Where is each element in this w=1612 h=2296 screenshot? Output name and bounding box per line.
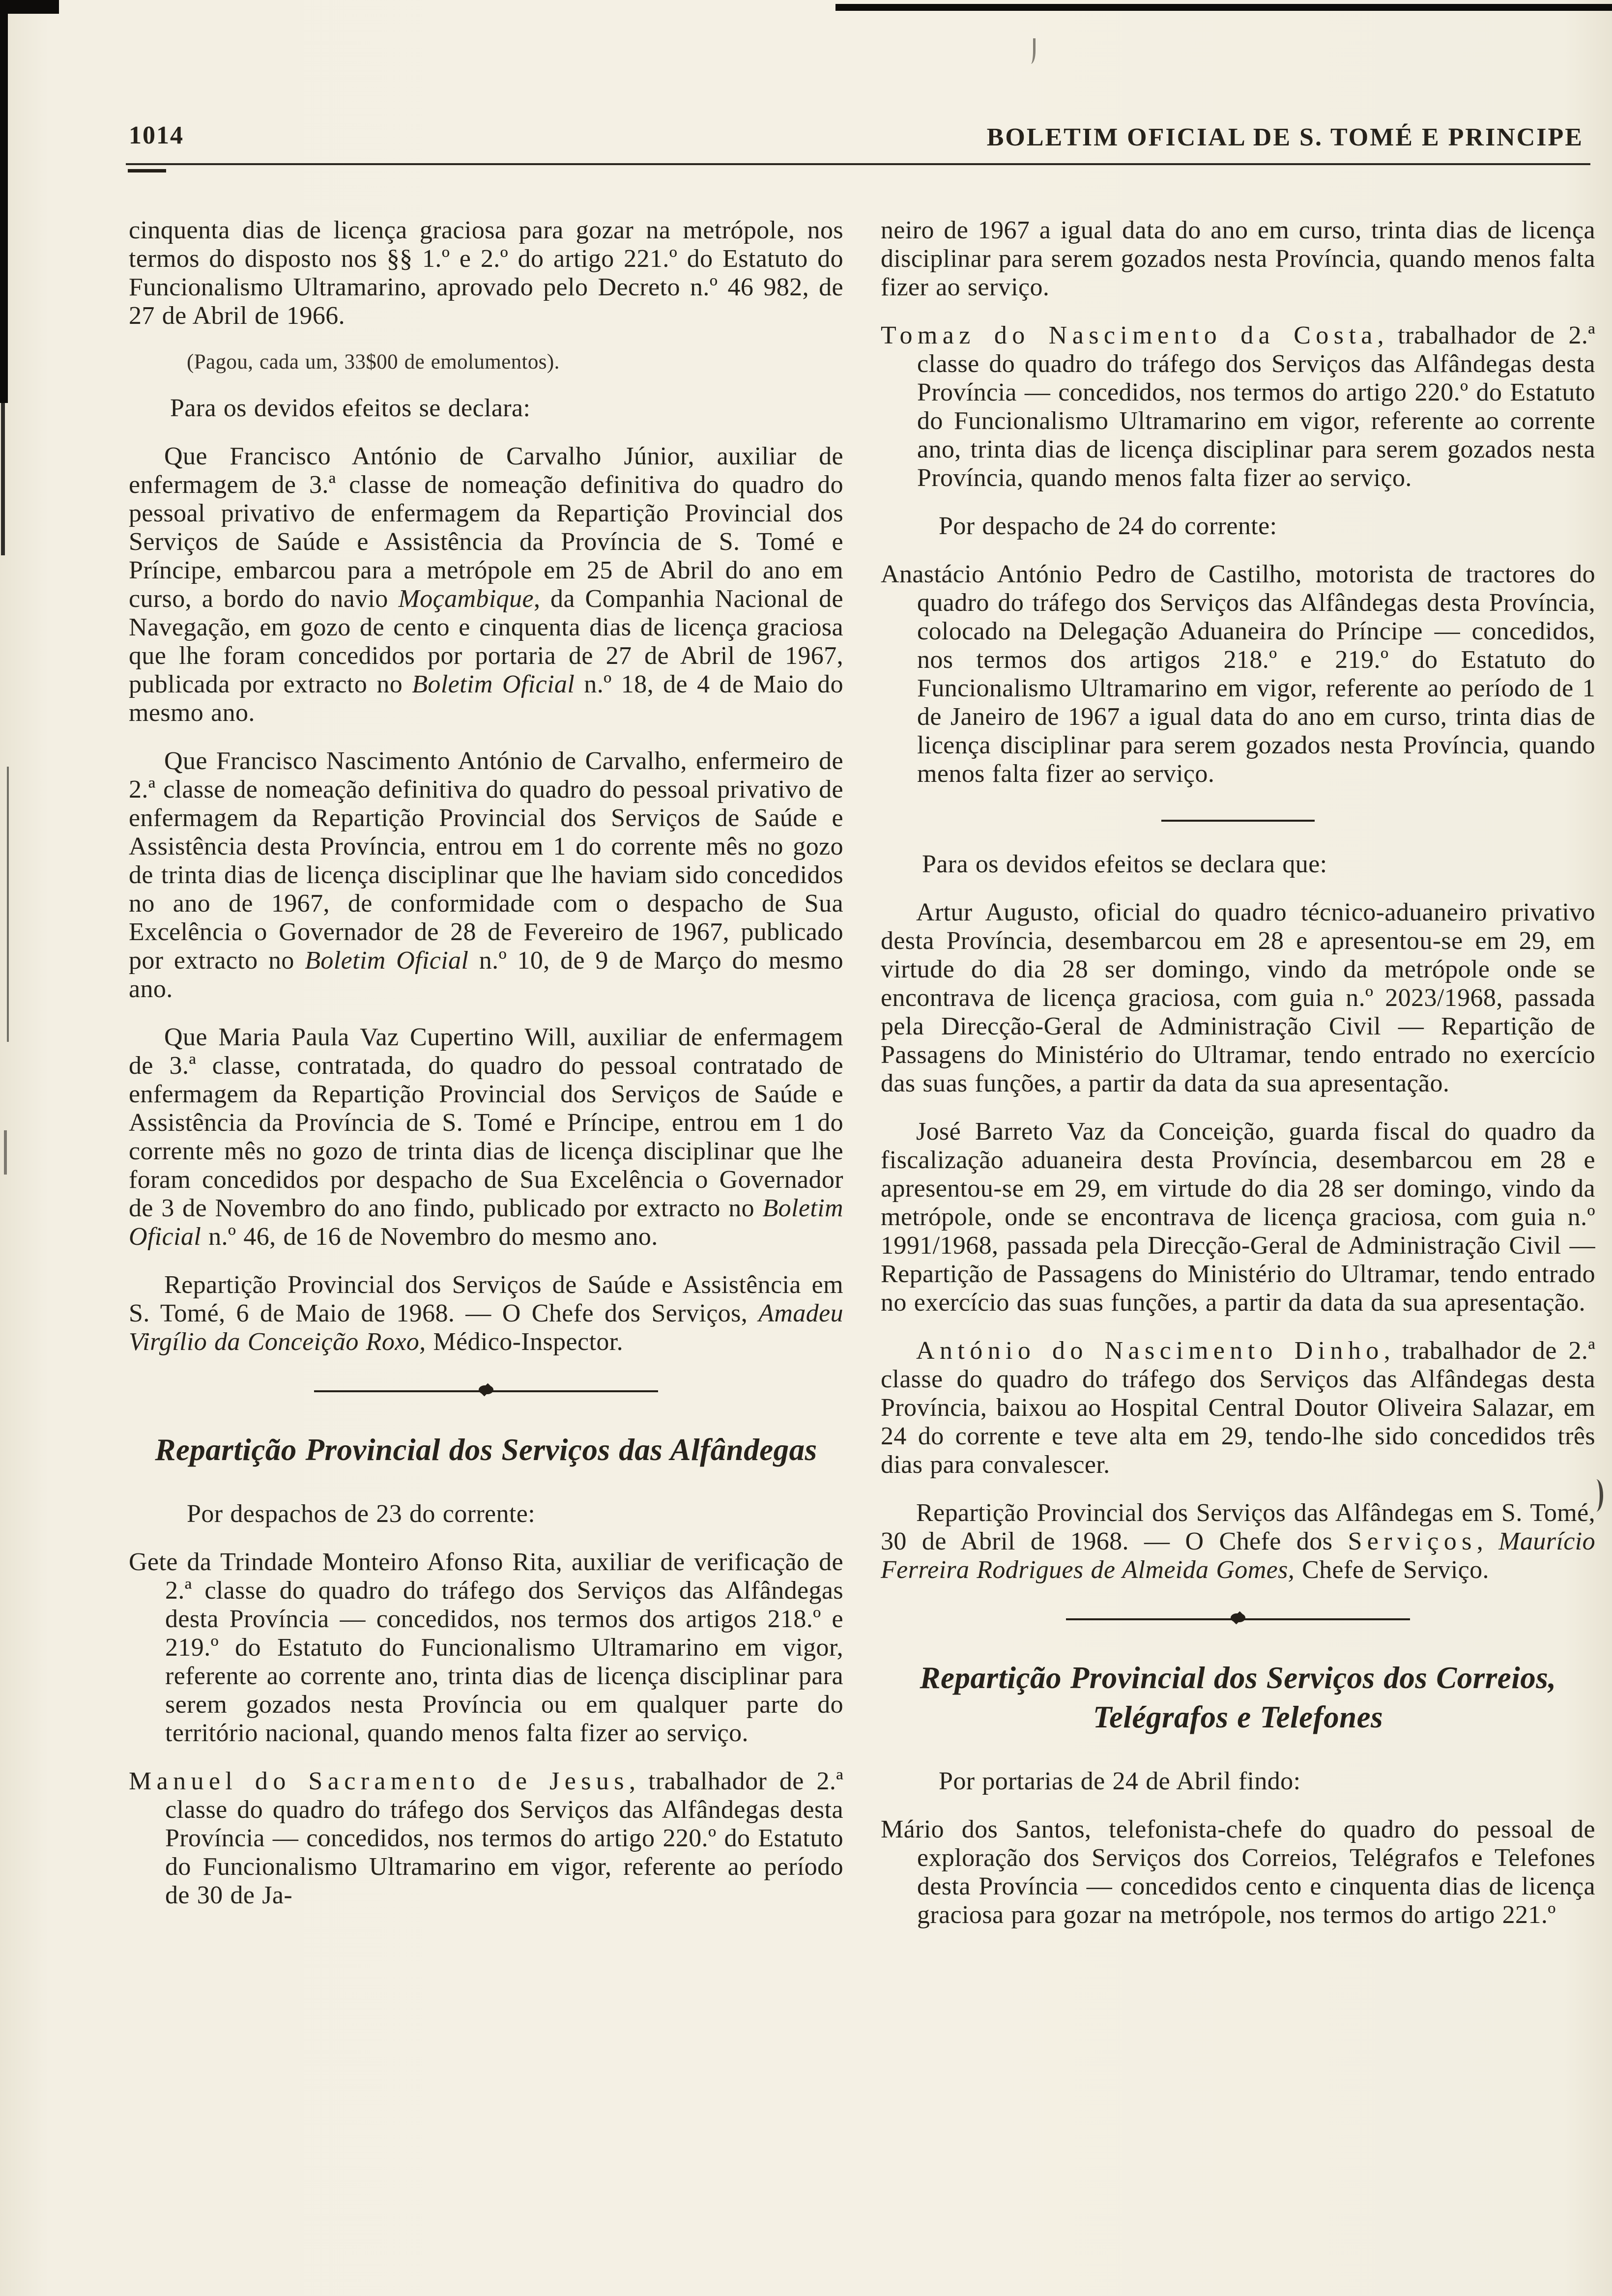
text-run: Anastácio António Pedro de Castilho, motorista de tractores do quadro do tráfego dos Serviços das Alfândegas desta Província, colocado na Delegação Aduaneira do Príncipe — concedidos, nos termos dos artigos 218.º e 219.º do Estatuto do Funcionalismo Ultramarino em vigor, referente ao período de 1 de Janeiro de 1967 a igual data do ano em curso, trinta dias de licença disciplinar para serem gozados nesta Província, quando menos falta fizer ao serviço. — [881, 560, 1595, 788]
text-run: (Pagou, cada um, 33$00 de emolumentos). — [187, 350, 560, 373]
text-run: cinquenta dias de licença graciosa para gozar na metrópole, nos termos do disposto nos §§ 1.º e 2.º do artigo 221.º do Estatuto do Funcionalismo Ultramarino, aprovado pelo Decreto n.º 46 982, de 27 de Abril de 1966. — [129, 216, 843, 330]
text-run: Médico-Inspector. — [426, 1328, 623, 1356]
text-run: Repartição Provincial dos Serviços das Alfândegas em S. Tomé, 30 de Abril de 1968. — O Chefe dos — [881, 1499, 1595, 1555]
text-run: Gete da Trindade Monteiro Afonso Rita, auxiliar de verificação de 2.ª classe do quadro do tráfego dos Serviços das Alfândegas desta Província — concedidos, nos termos dos artigos 218.º e 219.º do Estatuto do Funcionalismo Ultramarino em vigor, referente ao corrente ano, trinta dias de licença disciplinar para serem gozados nesta Província ou em qualquer parte do território nacional, quando menos falta fizer ao serviço. — [129, 1548, 843, 1747]
para-continuation-right — [881, 216, 1595, 302]
para-jose — [881, 1118, 1595, 1317]
text-run: Que Francisco António de Carvalho Júnior, auxiliar de enfermagem de 3.ª classe de nomeação definitiva do quadro do pessoal privativo de enfermagem da Repartição Provincial dos Serviços de Saúde e Assistência da Província de S. Tomé e Príncipe, embarcou para a metrópole em 25 de Abril do ano em curso, a bordo do navio — [129, 442, 843, 613]
spaced-word: Serviços — [1348, 1527, 1477, 1555]
journal-title: BOLETIM OFICIAL DE S. TOMÉ E PRINCIPE — [986, 123, 1583, 151]
signature-alfandegas — [881, 1499, 1595, 1584]
declare-line-left — [129, 394, 843, 423]
column-right — [881, 216, 1595, 1949]
text-run: neiro de 1967 a igual data do ano em curso, trinta dias de licença disciplinar para serem gozados nesta Província, quando menos falta fizer ao serviço. — [881, 216, 1595, 301]
ship-name-italic: Moçambique — [398, 585, 534, 613]
para-gete — [129, 1548, 843, 1748]
page-number: 1014 — [129, 121, 184, 149]
para-continuation-left — [129, 216, 843, 330]
scan-artifact-left-bar — [0, 0, 8, 403]
para-anastacio — [881, 560, 1595, 788]
text-run: Mário dos Santos, telefonista-chefe do quadro do pessoal de exploração dos Serviços dos Correios, Telégrafos e Telefones desta Província — concedidos cento e cinquenta dias de licença graciosa para gozar na metrópole, nos termos do artigo 221.º — [881, 1815, 1595, 1929]
text-run: Artur Augusto, oficial do quadro técnico-aduaneiro privativo desta Província, desembarcou em 28 e apresentou-se em 29, em virtude do dia 28 ser domingo, vindo da metrópole onde se encontrava de licença graciosa, com guia n.º 2023/1968, passada pela Direcção-Geral de Administração Civil — Repartição de Passagens do Ministério do Ultramar, tendo entrado no exercício das suas funções, a partir da data da sua apresentação. — [881, 898, 1595, 1097]
label-despachos-23 — [129, 1500, 843, 1528]
text-run: n.º 18, de 4 de Maio do mesmo ano. — [129, 670, 843, 727]
boletim-oficial-italic: Boletim Oficial — [412, 670, 575, 698]
scan-artifact-left-bar-2 — [1, 398, 5, 555]
boletim-oficial-italic: Boletim Oficial — [129, 1194, 843, 1251]
para-manuel — [129, 1767, 843, 1910]
note-emoluments — [129, 350, 843, 374]
person-name-spaced: Tomaz do Nascimento da Costa — [881, 321, 1378, 349]
text-run: n.º 46, de 16 de Novembro do mesmo ano. — [201, 1223, 658, 1251]
para-antonio — [881, 1337, 1595, 1479]
person-name-spaced: Manuel do Sacramento de Jesus — [129, 1767, 629, 1795]
text-run: Repartição Provincial dos Serviços de Saúde e Assistência em S. Tomé, 6 de Maio de 1968. — O Chefe dos Serviços, — [129, 1271, 843, 1327]
section-heading-correios — [895, 1658, 1581, 1737]
para-artur — [881, 898, 1595, 1098]
declare-line-right — [881, 850, 1595, 879]
scan-artifact-top-speck — [1026, 38, 1036, 64]
para-maria-paula — [129, 1023, 843, 1251]
label-portarias-24 — [881, 1767, 1595, 1796]
page-number-dash — [128, 169, 166, 172]
boletim-oficial-italic: Boletim Oficial — [305, 947, 469, 975]
header-rule — [126, 163, 1590, 165]
section-divider-diamond — [314, 1385, 658, 1398]
label-despacho-24 — [881, 512, 1595, 541]
signer-name-italic: Maurício Ferreira Rodrigues de Almeida Gomes, — [881, 1527, 1595, 1584]
text-run: Que Maria Paula Vaz Cupertino Will, auxiliar de enfermagem de 3.ª classe, contratada, do quadro do pessoal contratado de enfermagem da Repartição Provincial dos Serviços de Saúde e Assistência da Província de S. Tomé e Príncipe, entrou em 1 do corrente mês no gozo de trinta dias de licença disciplinar que lhe foram concedidos por despacho de Sua Excelência o Governador de 3 de Novembro do ano findo, publicado por extracto no — [129, 1023, 843, 1222]
text-run: José Barreto Vaz da Conceição, guarda fiscal do quadro da fiscalização aduaneira desta Província, desembarcou em 28 e apresentou-se em 29, em virtude do dia 28 ser domingo, vindo da metrópole, onde se encontrava de licença graciosa, com guia n.º 1991/1968, passada pela Direcção-Geral de Administração Civil — Repartição de Passagens do Ministério do Ultramar, tendo entrado no exercício das suas funções, a partir da data da sua apresentação. — [881, 1118, 1595, 1317]
text-run: n.º 10, de 9 de Março do mesmo ano. — [129, 947, 843, 1003]
heading-text: Repartição Provincial dos Serviços das Alfândegas — [155, 1433, 817, 1467]
person-name-spaced: António do Nascimento Dinho — [916, 1337, 1384, 1365]
divider-diamond-icon — [479, 1385, 493, 1394]
scan-artifact-top-right — [835, 4, 1612, 11]
para-tomaz — [881, 321, 1595, 492]
text-run: , trabalhador de 2.ª classe do quadro do tráfego dos Serviços das Alfândegas desta Província — concedidos, nos termos do artigo 220.º do Estatuto do Funcionalismo Ultramarino em vigor, referente ao corrente ano, trinta dias de licença disciplinar para serem gozados nesta Província, quando menos falta fizer ao serviço. — [917, 321, 1595, 492]
text-run: Para os devidos efeitos se declara: — [170, 394, 531, 422]
text-run: Que Francisco Nascimento António de Carvalho, enfermeiro de 2.ª classe de nomeação definitiva do quadro do pessoal privativo de enfermagem da Repartição Provincial dos Serviços de Saúde e Assistência desta Província, entrou em 1 do corrente mês no gozo de trinta dias de licença disciplinar que lhe haviam sido concedidos no ano de 1967, de conformidade com o despacho de Sua Excelência o Governador de 28 de Fevereiro de 1967, publicado por extracto no — [129, 747, 843, 975]
para-francisco-nascimento — [129, 747, 843, 1004]
text-run: , da Companhia Nacional de Navegação, em gozo de cento e cinquenta dias de licença graciosa que lhe foram concedidos por portaria de 27 de Abril de 1967, publicada por extracto no — [129, 585, 843, 698]
heading-text: Repartição Provincial dos Serviços dos Correios, Telégrafos e Telefones — [920, 1661, 1556, 1734]
short-divider-rule — [1161, 820, 1315, 822]
text-run: , trabalhador de 2.ª classe do quadro do tráfego dos Serviços das Alfândegas desta Província, baixou ao Hospital Central Doutor Oliveira Salazar, em 24 do corrente e teve alta em 29, tendo-lhe sido concedidos três dias para convalescer. — [881, 1337, 1595, 1479]
divider-diamond-icon — [1231, 1613, 1245, 1622]
text-run: Por despachos de 23 do corrente: — [187, 1500, 536, 1528]
para-francisco-junior — [129, 442, 843, 727]
text-run: Para os devidos efeitos se declara que: — [922, 850, 1327, 878]
section-heading-alfandegas — [144, 1430, 829, 1469]
text-run: Por portarias de 24 de Abril findo: — [939, 1767, 1301, 1795]
scan-artifact-left-mark — [4, 1130, 7, 1175]
text-run: , trabalhador de 2.ª classe do quadro do tráfego dos Serviços das Alfândegas desta Província — concedidos, nos termos do artigo 220.º do Estatuto do Funcionalismo Ultramarino em vigor, referente ao período de 30 de Ja- — [165, 1767, 844, 1909]
column-left — [129, 216, 843, 1949]
signature-saude — [129, 1271, 843, 1356]
signer-name-italic: Amadeu Virgílio da Conceição Roxo, — [129, 1299, 843, 1356]
para-mario — [881, 1815, 1595, 1929]
two-column-text — [129, 216, 1595, 1949]
text-run: , — [1476, 1527, 1499, 1555]
text-run: Por despacho de 24 do corrente: — [939, 512, 1277, 540]
text-run: Chefe de Serviço. — [1295, 1556, 1489, 1584]
section-divider-diamond — [1066, 1613, 1410, 1626]
scan-artifact-left-line — [7, 767, 9, 1042]
scan-artifact-top-left — [0, 0, 59, 14]
